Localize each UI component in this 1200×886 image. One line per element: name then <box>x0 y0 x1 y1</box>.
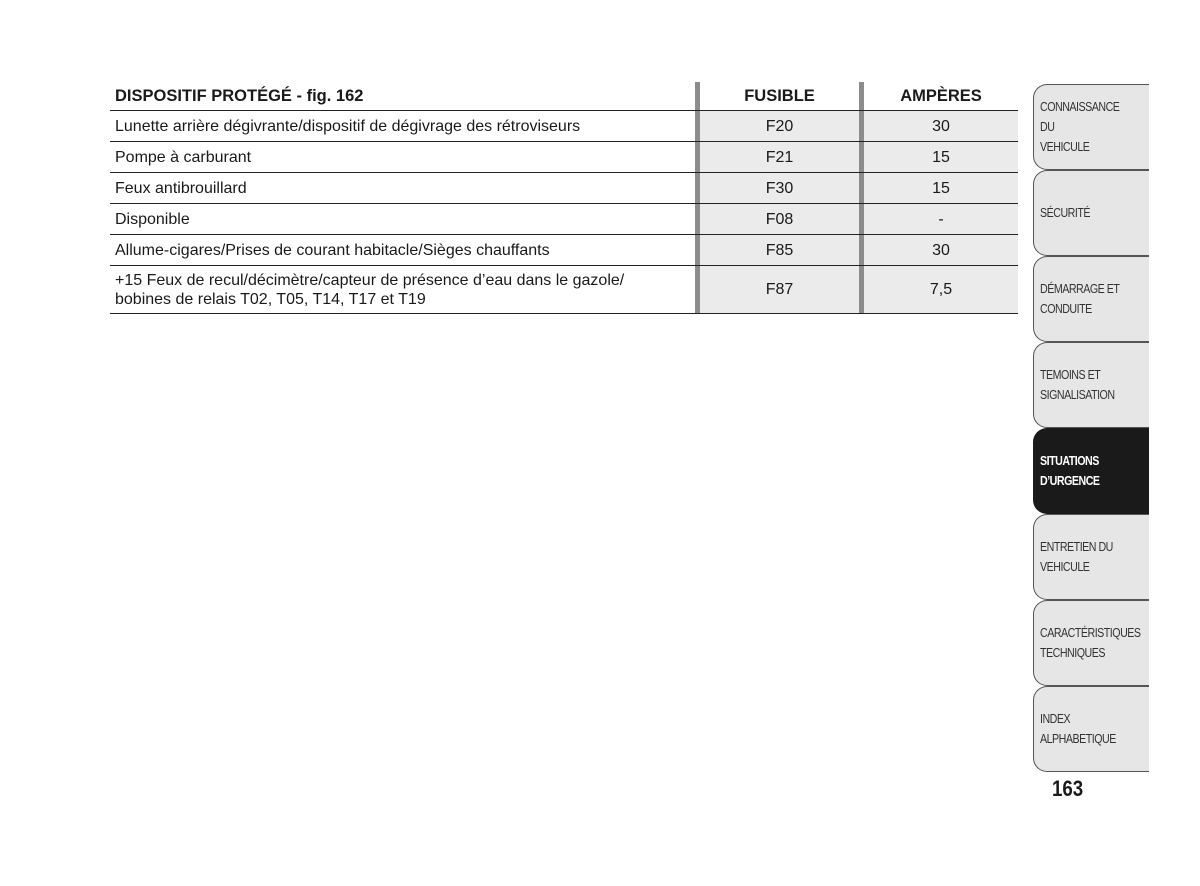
row-description: Pompe à carburant <box>115 148 252 166</box>
row-fuse: F30 <box>695 173 859 203</box>
tab-label: SITUATIONS D’URGENCE <box>1040 453 1100 488</box>
row-fuse: F20 <box>695 111 859 141</box>
row-amps: 15 <box>859 173 1018 203</box>
table-row <box>110 266 1018 314</box>
row-fuse: F08 <box>695 204 859 234</box>
tab-label: TEMOINS ET SIGNALISATION <box>1040 367 1115 402</box>
tab-demarrage-et-conduite[interactable] <box>1033 256 1149 342</box>
tab-index-alphabetique[interactable] <box>1033 686 1149 772</box>
row-description: +15 Feux de recul/décimètre/capteur de présence d’eau dans le gazole/ bobines de relais T02, T05, T14, T17 et T19 <box>115 271 625 308</box>
tab-label: SÉCURITÉ <box>1040 205 1090 220</box>
tab-securite[interactable] <box>1033 170 1149 256</box>
tab-label: CARACTÉRISTIQUES TECHNIQUES <box>1040 625 1141 660</box>
tab-label: CONNAISSANCE DU VEHICULE <box>1040 99 1120 154</box>
row-amps: 15 <box>859 142 1018 172</box>
table-header-row <box>110 82 1018 111</box>
table-row <box>110 204 1018 235</box>
header-description: DISPOSITIF PROTÉGÉ - fig. 162 <box>110 82 695 110</box>
chapter-tabs <box>1033 84 1149 772</box>
header-amps: AMPÈRES <box>859 82 1018 110</box>
table-row <box>110 111 1018 142</box>
row-amps: 30 <box>859 111 1018 141</box>
row-amps: - <box>859 204 1018 234</box>
tab-label: ENTRETIEN DU VEHICULE <box>1040 539 1113 574</box>
row-description: Lunette arrière dégivrante/dispositif de dégivrage des rétroviseurs <box>115 117 581 135</box>
tab-label: DÉMARRAGE ET CONDUITE <box>1040 281 1120 316</box>
header-fuse: FUSIBLE <box>695 82 859 110</box>
row-fuse: F85 <box>695 235 859 265</box>
row-fuse: F87 <box>695 266 859 313</box>
table-row <box>110 142 1018 173</box>
row-amps: 30 <box>859 235 1018 265</box>
page-number: 163 <box>1052 776 1084 801</box>
row-description: Feux antibrouillard <box>115 179 247 197</box>
tab-connaissance-du-vehicule[interactable] <box>1033 84 1149 170</box>
row-amps: 7,5 <box>859 266 1018 313</box>
tab-entretien-du-vehicule[interactable] <box>1033 514 1149 600</box>
tab-temoins-et-signalisation[interactable] <box>1033 342 1149 428</box>
table-row <box>110 235 1018 266</box>
table-row <box>110 173 1018 204</box>
row-description: Disponible <box>115 210 190 228</box>
row-fuse: F21 <box>695 142 859 172</box>
fuse-table <box>110 82 1018 314</box>
row-description: Allume-cigares/Prises de courant habitacle/Sièges chauffants <box>115 241 550 259</box>
tab-situations-d-urgence[interactable] <box>1033 428 1149 514</box>
tab-label: INDEX ALPHABETIQUE <box>1040 711 1116 746</box>
tab-caracteristiques-techniques[interactable] <box>1033 600 1149 686</box>
